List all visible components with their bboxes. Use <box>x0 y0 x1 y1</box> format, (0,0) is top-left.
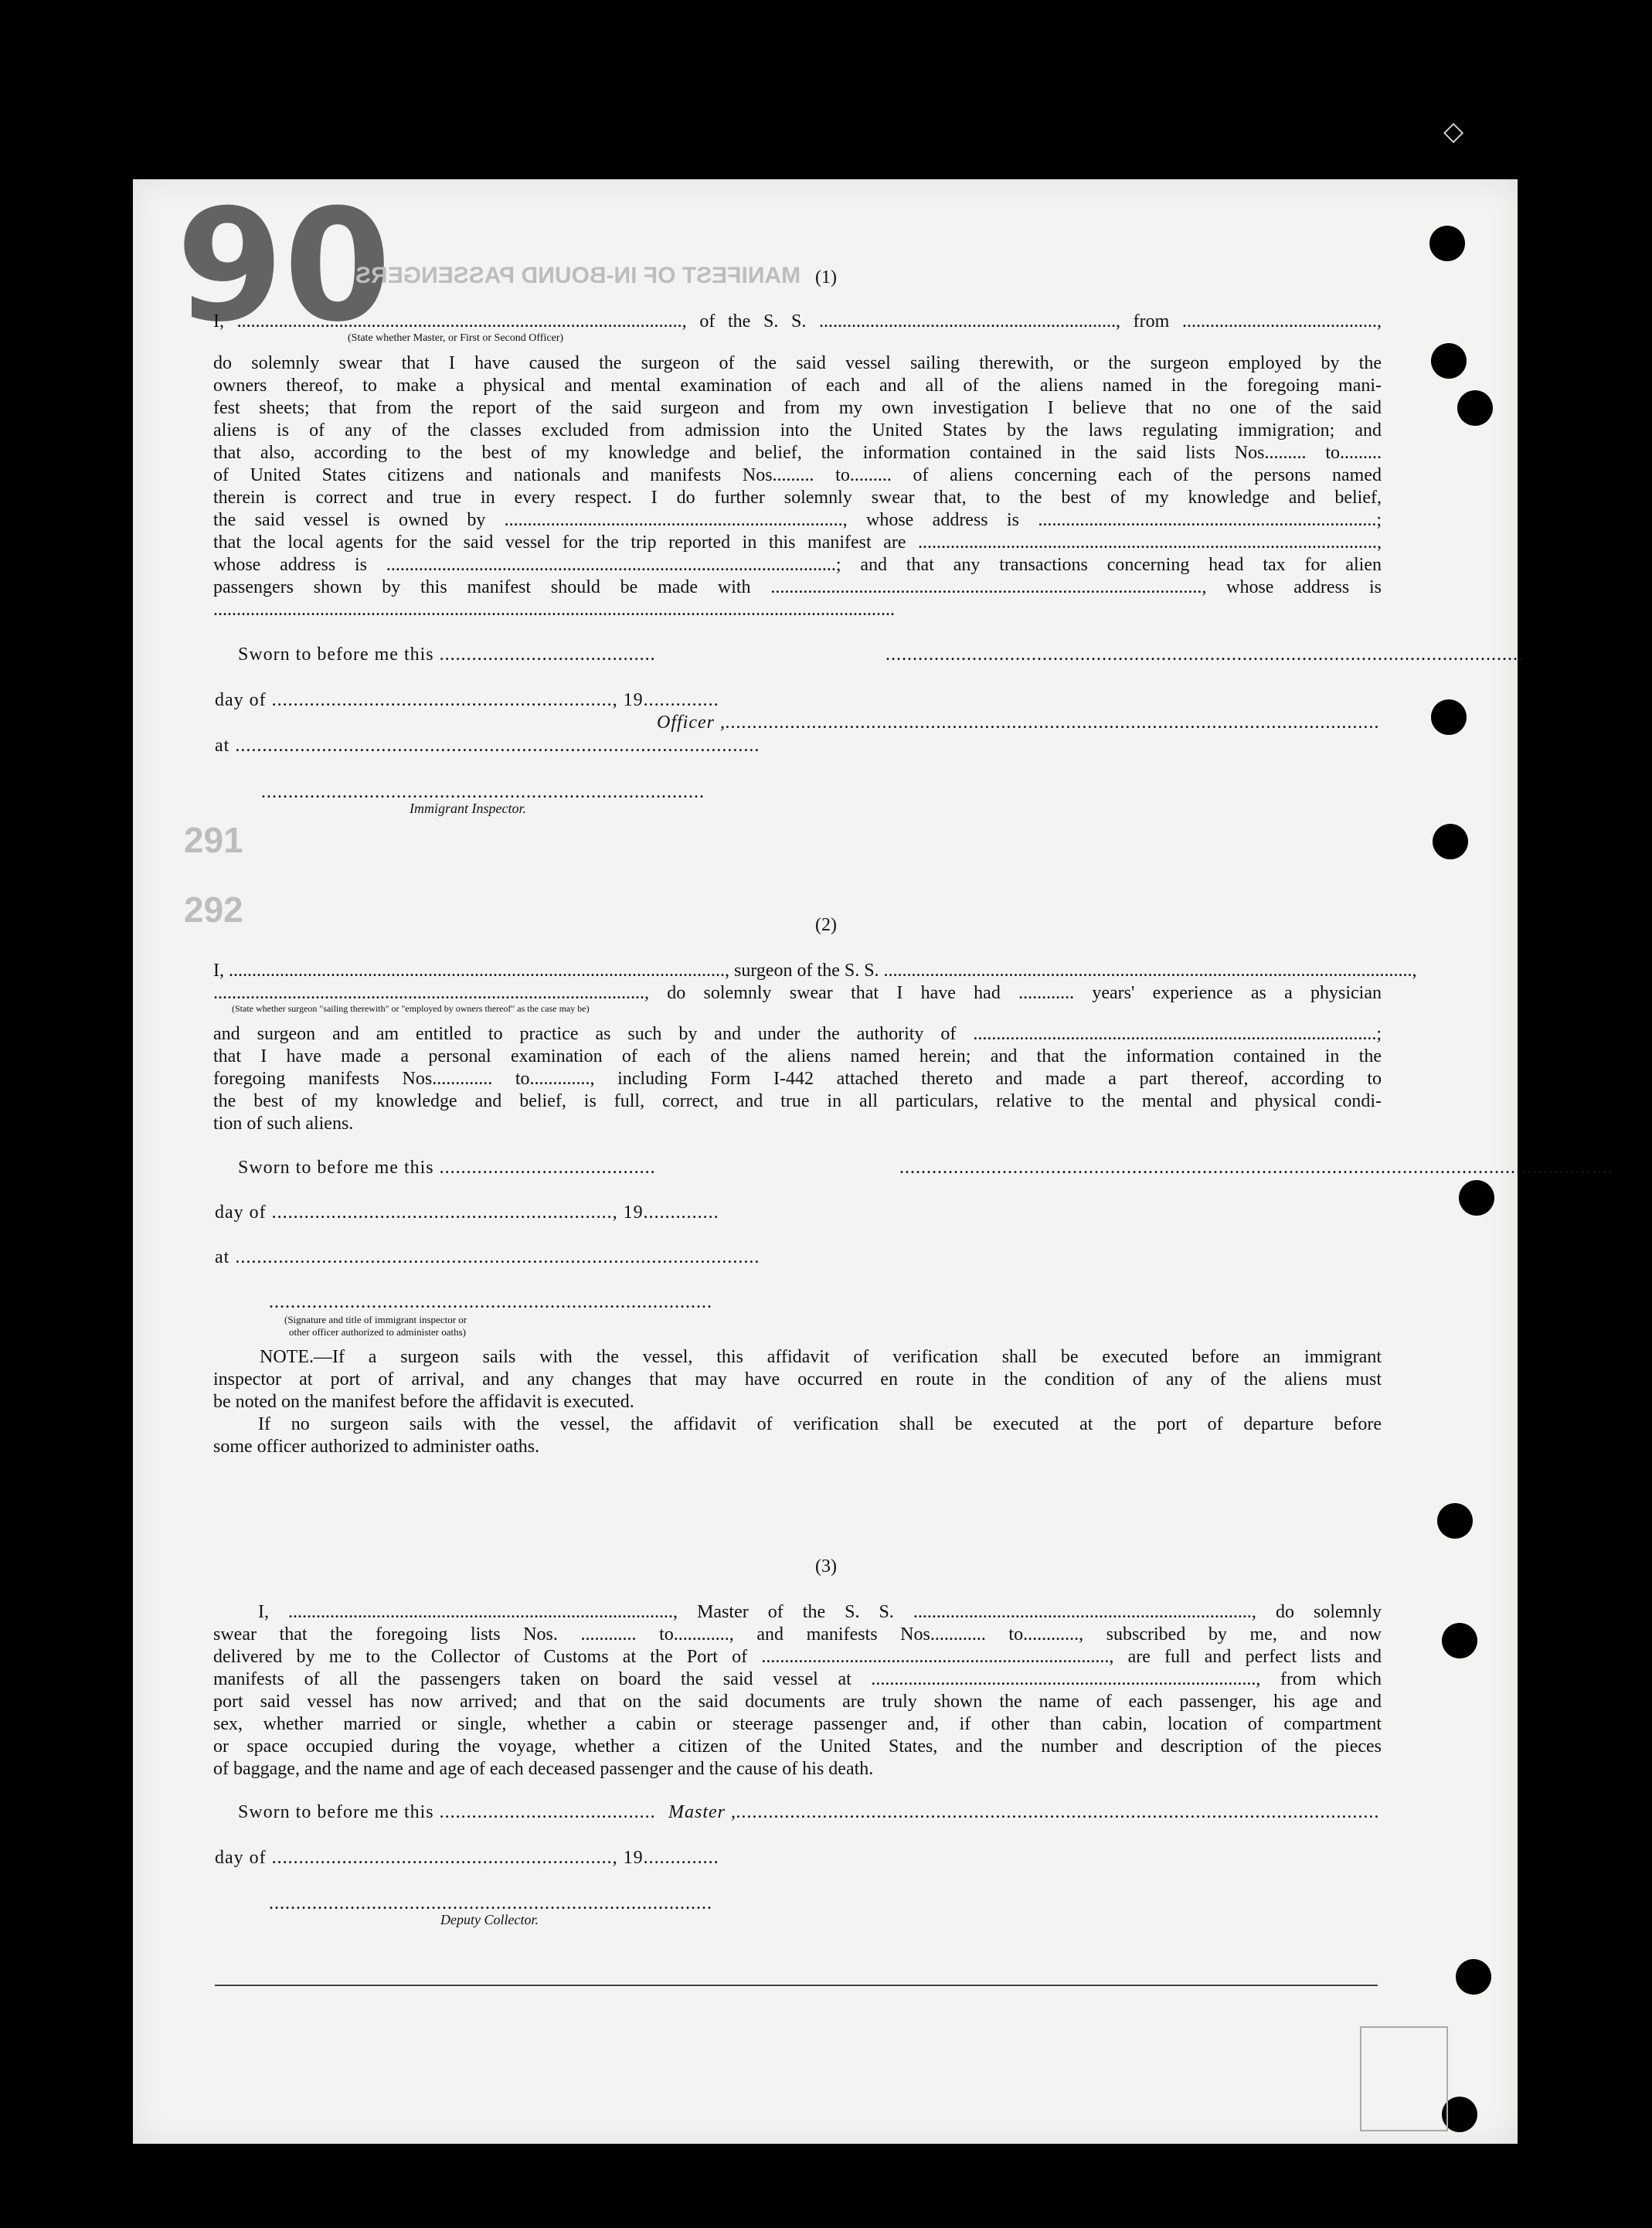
body-line: and surgeon and am entitled to practice as such by and under the authority of .......................................................................................; <box>213 1024 1382 1044</box>
signature-caption-2: other officer authorized to administer oaths) <box>289 1326 466 1338</box>
body-line: or space occupied during the voyage, whether a citizen of the United States, and the number and description of the pieces <box>213 1736 1382 1757</box>
body-line: that I have made a personal examination of each of the aliens named herein; and that the information contained in the <box>213 1046 1382 1066</box>
ghost-number-2: 292 <box>184 889 243 930</box>
officer-line: ...................................................................................................................... <box>885 645 1524 665</box>
master-signature: ......................................................................................................................., Master <box>668 1802 1380 1822</box>
sworn-line-2: Sworn to before me this ........................................ <box>238 1158 656 1178</box>
punch-hole <box>1429 226 1465 261</box>
body-line: sex, whether married or single, whether a cabin or steerage passenger and, if other than cabin, location of compartment <box>213 1714 1382 1734</box>
body-line: that also, according to the best of my knowledge and belief, the information contained in the said lists Nos......... to......... <box>213 443 1382 463</box>
corner-mark: ◇ <box>1443 117 1464 146</box>
body-line: passengers shown by this manifest should be made with ............................................................................................., whose address is <box>213 577 1382 597</box>
section-1-caption: (State whether Master, or First or Second Officer) <box>348 332 564 344</box>
inspector-signature-line-2: .................................................................................. <box>269 1292 712 1312</box>
body-line: do solemnly swear that I have caused the surgeon of the said vessel sailing therewith, or the surgeon employed by the <box>213 353 1382 373</box>
section-2-oath-line: I, ..........................................................................................................., surgeon of the S. S. .................................................................................................................., <box>213 961 1417 981</box>
punch-hole <box>1442 1623 1477 1658</box>
body-line: delivered by me to the Collector of Customs at the Port of ..........................................................................., are full and perfect lists and <box>213 1647 1382 1667</box>
body-line: that the local agents for the said vessel for the trip reported in this manifest are ..................................................................................................., <box>213 532 1382 553</box>
note-line: NOTE.—If a surgeon sails with the vessel, this affidavit of verification shall be executed before an immigrant <box>260 1347 1382 1367</box>
note-line: If no surgeon sails with the vessel, the affidavit of verification shall be executed at the port of departure before <box>258 1414 1382 1434</box>
body-line: tion of such aliens. <box>213 1114 354 1134</box>
immigrant-inspector-label: Immigrant Inspector. <box>410 801 526 816</box>
body-line: of United States citizens and nationals and manifests Nos......... to......... of aliens concerning each of the persons named <box>213 465 1382 485</box>
sworn-line-1: Sworn to before me this ........................................ <box>238 645 656 665</box>
body-line: aliens is of any of the classes excluded from admission into the United States by the laws regulating immigration; and <box>213 420 1382 440</box>
collector-signature-line: .................................................................................. <box>269 1893 712 1913</box>
at-line-2: at ................................................................................................. <box>215 1247 760 1267</box>
body-line: ................................................................................................................................................... <box>213 600 895 620</box>
body-line: owners thereof, to make a physical and mental examination of each and all of the aliens named in the foregoing mani- <box>213 376 1382 396</box>
body-line: the best of my knowledge and belief, is full, correct, and true in all particulars, relative to the mental and physical condi- <box>213 1091 1382 1111</box>
note-line: be noted on the manifest before the affidavit is executed. <box>213 1392 634 1412</box>
section-1-body <box>213 352 1382 621</box>
officer-signature: ........................................................................................................................., Officer <box>657 713 1380 733</box>
punch-hole <box>1437 1503 1473 1539</box>
body-line: swear that the foregoing lists Nos. ............ to............, and manifests Nos............ to............, subscribed by me, and now <box>213 1624 1382 1645</box>
body-line: of baggage, and the name and age of each deceased passenger and the cause of his death. <box>213 1759 874 1779</box>
section-1-number: (1) <box>815 267 837 287</box>
body-line: I, ..................................................................................., Master of the S. S. ........................................................................., do solemnly <box>258 1602 1382 1622</box>
stamp-number: 90 <box>176 176 392 356</box>
section-2-number: (2) <box>815 915 837 935</box>
note-block <box>213 1346 1382 1458</box>
punch-hole <box>1431 699 1467 735</box>
ghost-header: MANIFEST OF IN-BOUND PASSENGERS <box>355 263 801 288</box>
body-line: port said vessel has now arrived; and that on the said documents are truly shown the name of each passenger, his age and <box>213 1692 1382 1712</box>
signature-caption-1: (Signature and title of immigrant inspector or <box>284 1314 467 1325</box>
bottom-rule <box>215 1985 1378 1986</box>
deputy-collector-label: Deputy Collector. <box>440 1912 539 1927</box>
body-line: the said vessel is owned by ........................................................................., whose address is .........................................................................; <box>213 510 1382 530</box>
day-line-3: day of ..............................................................., 19.............. <box>215 1848 719 1868</box>
note-line: some officer authorized to administer oaths. <box>213 1437 540 1457</box>
ghost-number-1: 291 <box>184 820 243 860</box>
corner-box <box>1360 2026 1448 2131</box>
note-line: inspector at port of arrival, and any changes that may have occurred en route in the condition of any of the aliens must <box>213 1369 1382 1390</box>
punch-hole <box>1459 1180 1494 1216</box>
section-3-body <box>213 1601 1382 1781</box>
body-line: whose address is .................................................................................................; and that any transactions concerning head tax for alien <box>213 555 1382 575</box>
body-line: fest sheets; that from the report of the said surgeon and from my own investigation I believe that no one of the said <box>213 398 1382 418</box>
punch-hole <box>1431 343 1467 379</box>
section-2-experience-line: ............................................................................................., do solemnly swear that I have had ............ years' experience as a physician <box>213 983 1382 1003</box>
inspector-signature-line: .................................................................................. <box>261 782 705 802</box>
sworn-line-3: Sworn to before me this ........................................ <box>238 1802 656 1822</box>
punch-hole <box>1457 390 1493 426</box>
body-line: foregoing manifests Nos............. to............., including Form I-442 attached thereto and made a part thereof, according to <box>213 1069 1382 1089</box>
day-line-2: day of ..............................................................., 19.............. <box>215 1202 719 1223</box>
body-line: manifests of all the passengers taken on board the said vessel at ..................................................................................., from which <box>213 1669 1382 1689</box>
surgeon-signature-line: .................................................................................................................................... <box>899 1158 1613 1178</box>
at-line-1: at ................................................................................................. <box>215 736 760 756</box>
section-2-caption: (State whether surgeon "sailing therewith" or "employed by owners thereof" as the case may be) <box>232 1003 590 1014</box>
body-line: therein is correct and true in every respect. I do further solemnly swear that, to the best of my knowledge and belief, <box>213 488 1382 508</box>
section-2-body <box>213 1023 1382 1135</box>
punch-hole <box>1433 824 1468 859</box>
punch-hole <box>1456 1959 1491 1995</box>
day-line-1: day of ..............................................................., 19.............. <box>215 690 719 710</box>
section-3-number: (3) <box>815 1556 837 1577</box>
section-1-oath-line: I, ................................................................................................, of the S. S. ................................................................, from .........................................., <box>213 311 1382 332</box>
